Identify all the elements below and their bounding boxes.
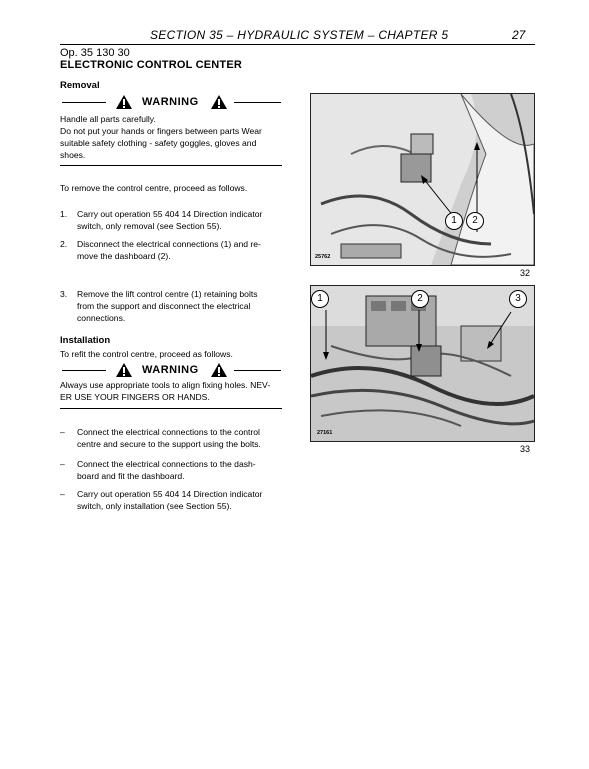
warning-text-line: Handle all parts carefully. (60, 114, 156, 124)
operation-title: ELECTRONIC CONTROL CENTER (60, 59, 243, 71)
callout-2: 2 (411, 290, 429, 308)
warning-triangle-icon (115, 94, 133, 110)
step-text-line: Disconnect the electrical connections (1) and re- (77, 239, 261, 249)
figure-code: 27161 (317, 430, 333, 436)
figure-code: 25762 (315, 254, 331, 260)
removal-intro: To remove the control centre, proceed as follows. (60, 183, 248, 193)
step-text-line: Carry out operation 55 404 14 Direction indicator (77, 489, 263, 499)
installation-intro: To refit the control centre, proceed as follows. (60, 349, 233, 359)
callout-3: 3 (509, 290, 527, 308)
warning-rule-left (62, 102, 106, 103)
section-title: SECTION 35 – HYDRAULIC SYSTEM – CHAPTER 5 (150, 28, 449, 42)
header-divider (60, 44, 535, 45)
step-bullet: – (60, 459, 65, 469)
figure-33-photo (310, 285, 535, 442)
warning-rule-right (234, 370, 281, 371)
step-text-line: Connect the electrical connections to the control (77, 427, 260, 437)
warning-rule-left (62, 370, 106, 371)
callout-1: 1 (311, 290, 329, 308)
step-text-line: switch, only removal (see Section 55). (77, 221, 222, 231)
warning-rule-right (234, 102, 281, 103)
step-text-line: from the support and disconnect the electrical (77, 301, 251, 311)
warning-label: WARNING (142, 364, 199, 376)
figure-number: 33 (520, 444, 531, 454)
removal-heading: Removal (60, 80, 100, 91)
step-number: 3. (60, 289, 68, 299)
step-text-line: Remove the lift control centre (1) retaining bolts (77, 289, 258, 299)
warning-text-line: Always use appropriate tools to align fixing holes. NEV- (60, 380, 271, 390)
warning-triangle-icon (210, 362, 228, 378)
figure-number: 32 (520, 268, 531, 278)
warning-text-line: Do not put your hands or fingers between parts Wear (60, 126, 262, 136)
step-bullet: – (60, 489, 65, 499)
step-text-line: Connect the electrical connections to the dash- (77, 459, 256, 469)
step-number: 1. (60, 209, 68, 219)
callout-2: 2 (466, 212, 484, 230)
warning-text-line: shoes. (60, 150, 86, 160)
page-number: 27 (512, 28, 526, 42)
step-text-line: connections. (77, 313, 126, 323)
step-bullet: – (60, 427, 65, 437)
step-number: 2. (60, 239, 68, 249)
step-text-line: move the dashboard (2). (77, 251, 171, 261)
warning-text-line: ER USE YOUR FINGERS OR HANDS. (60, 392, 210, 402)
step-text-line: board and fit the dashboard. (77, 471, 185, 481)
warning-label: WARNING (142, 96, 199, 108)
step-text-line: switch, only installation (see Section 55). (77, 501, 232, 511)
installation-heading: Installation (60, 335, 111, 346)
warning-text-line: suitable safety clothing - safety goggles, gloves and (60, 138, 257, 148)
warning-bottom-rule (60, 408, 282, 409)
dashboard-wiring-illustration (311, 94, 534, 265)
step-text-line: Carry out operation 55 404 14 Direction indicator (77, 209, 263, 219)
warning-triangle-icon (115, 362, 133, 378)
step-text-line: centre and secure to the support using the bolts. (77, 439, 261, 449)
figure-32-photo (310, 93, 535, 266)
warning-triangle-icon (210, 94, 228, 110)
operation-code: Op. 35 130 30 (60, 47, 130, 59)
control-centre-illustration (311, 286, 534, 441)
callout-1: 1 (445, 212, 463, 230)
warning-bottom-rule (60, 165, 282, 166)
